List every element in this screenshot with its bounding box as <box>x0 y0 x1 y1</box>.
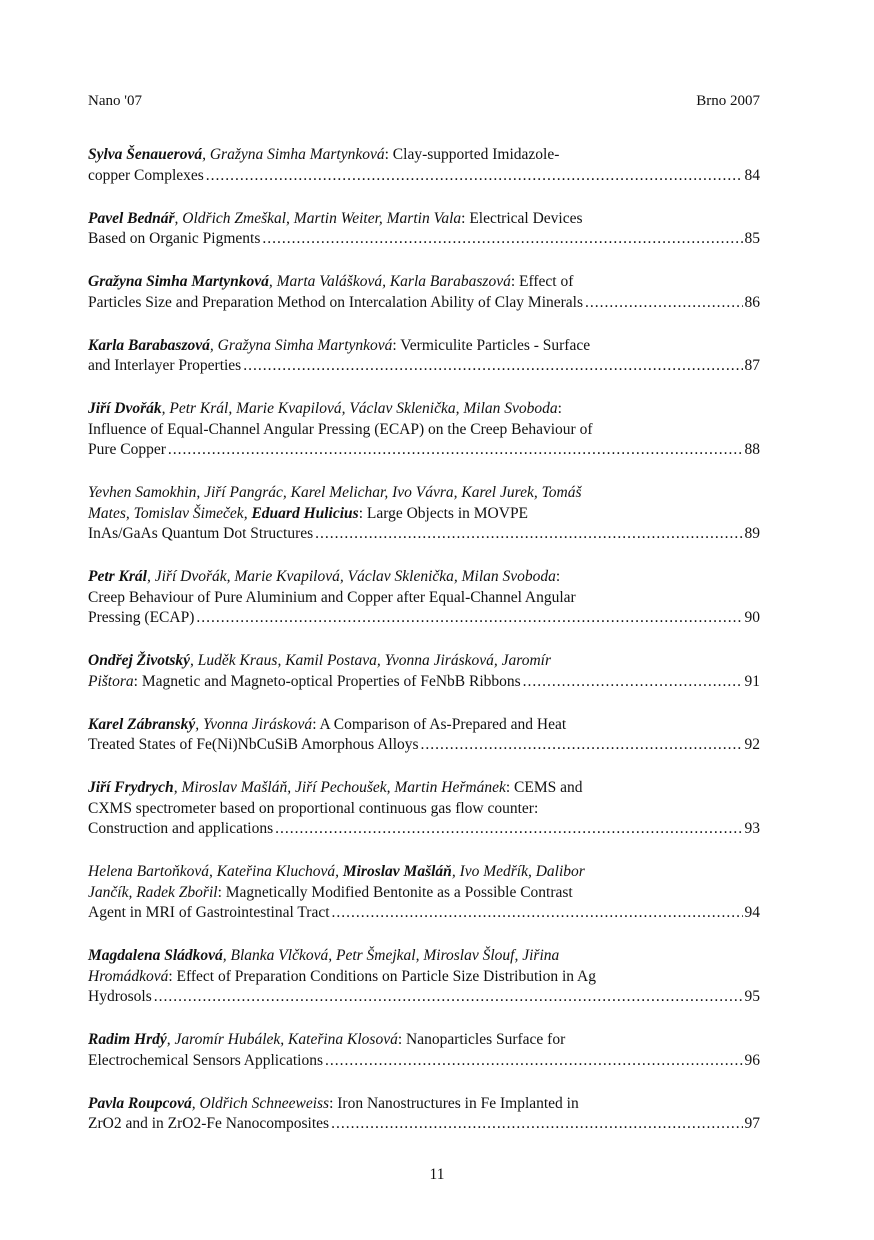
dot-leader <box>325 1051 742 1072</box>
toc-entry-line <box>88 209 760 230</box>
toc-entry-last-line <box>88 735 760 756</box>
co-authors: , Gražyna Simha Martynková <box>209 336 393 354</box>
title-text: : Iron Nanostructures in Fe Implanted in <box>329 1094 579 1112</box>
toc-entry-line <box>88 145 760 166</box>
toc-entry-last-line <box>88 293 760 314</box>
toc-entry-text <box>88 672 521 693</box>
co-authors: Pištora <box>88 672 134 690</box>
title-text: : Large Objects in MOVPE <box>358 504 529 522</box>
presenting-author: Jiří Frydrych <box>88 779 174 796</box>
toc-entry-line <box>88 399 760 420</box>
title-text: and Interlayer Properties <box>88 357 242 374</box>
toc-entry-text <box>88 608 194 629</box>
toc-page-number: 93 <box>744 820 760 837</box>
toc-entry-line <box>88 967 760 988</box>
title-text: Construction and applications <box>88 820 274 837</box>
co-authors: , Ivo Medřík, Dalibor <box>451 863 585 880</box>
presenting-author: Ondřej Životský <box>88 652 191 669</box>
title-text: : Nanoparticles Surface for <box>397 1031 566 1048</box>
toc-page-number: 97 <box>744 1115 760 1132</box>
toc-page-number: 89 <box>744 525 760 542</box>
co-authors: , Blanka Vlčková, Petr Šmejkal, Miroslav Šlouf, Jiřina <box>222 947 560 964</box>
toc-entry <box>88 209 760 250</box>
toc-entry-last-line <box>88 166 760 187</box>
presenting-author: Karel Zábranský <box>88 715 196 733</box>
toc-entry-text <box>88 1114 329 1135</box>
toc-entry-last-line <box>88 440 760 461</box>
title-text: : A Comparison of As-Prepared and Heat <box>312 715 567 733</box>
co-authors: , Yvonna Jirásková <box>195 715 313 733</box>
dot-leader <box>332 903 743 924</box>
title-text: : Effect of Preparation Conditions on Particle Size Distribution in Ag <box>168 967 596 985</box>
toc-page-number: 96 <box>744 1051 760 1069</box>
title-text: CXMS spectrometer based on proportional continuous gas flow counter: <box>88 799 539 817</box>
toc-entry-text <box>88 229 260 250</box>
title-text: Treated States of Fe(Ni)NbCuSiB Amorphous Alloys <box>88 736 419 753</box>
presenting-author: Pavel Bednář <box>88 209 175 227</box>
title-text: Based on Organic Pigments <box>88 230 261 247</box>
toc-entry-text <box>88 524 313 545</box>
co-authors: Helena Bartoňková, Kateřina Kluchová, <box>88 863 343 880</box>
toc-page-number: 95 <box>744 988 760 1005</box>
toc-entry-text <box>88 735 419 756</box>
title-text: Pure Copper <box>88 441 166 458</box>
toc-entry-last-line <box>88 819 760 840</box>
co-authors: Yevhen Samokhin, Jiří Pangrác, Karel Melichar, Ivo Vávra, Karel Jurek, Tomáš <box>88 484 582 501</box>
presenting-author: Pavla Roupcová <box>88 1094 192 1112</box>
toc-page-number: 87 <box>744 357 760 374</box>
title-text: : Magnetic and Magneto-optical Properties of FeNbB Ribbons <box>133 672 521 690</box>
toc-entry-last-line <box>88 903 760 924</box>
presenting-author: Karla Barabaszová <box>88 336 210 354</box>
presenting-author: Magdalena Sládková <box>88 947 223 964</box>
title-text: : CEMS and <box>505 779 583 796</box>
co-authors: , Marta Valášková, Karla Barabaszová <box>268 273 511 290</box>
title-text: ZrO2 and in ZrO2-Fe Nanocomposites <box>88 1115 330 1132</box>
toc-entry-line <box>88 567 760 588</box>
toc-entry-line <box>88 504 760 525</box>
toc-entry-last-line <box>88 672 760 693</box>
toc-entry-text <box>88 987 152 1008</box>
toc-entry-line <box>88 883 760 904</box>
title-text: Particles Size and Preparation Method on Intercalation Ability of Clay Minerals <box>88 293 584 311</box>
toc-entry-text <box>88 356 241 377</box>
toc-page-number: 90 <box>744 609 760 626</box>
co-authors: , Petr Král, Marie Kvapilová, Václav Sklenička, Milan Svoboda <box>161 400 558 417</box>
toc-entry-last-line <box>88 229 760 250</box>
toc-entry-line <box>88 588 760 609</box>
title-text: Electrochemical Sensors Applications <box>88 1051 324 1069</box>
title-text: : Electrical Devices <box>461 209 583 227</box>
toc-entry-last-line <box>88 987 760 1008</box>
toc-entry-line <box>88 1030 760 1051</box>
title-text: Agent in MRI of Gastrointestinal Tract <box>88 904 330 921</box>
co-authors: , Jiří Dvořák, Marie Kvapilová, Václav Sklenička, Milan Svoboda <box>147 568 556 585</box>
toc-entry-line <box>88 862 760 883</box>
page-number: 11 <box>429 1166 445 1183</box>
title-text: : <box>555 568 561 585</box>
header-left-text: Nano '07 <box>88 93 142 109</box>
dot-leader <box>243 356 742 377</box>
toc-entry-last-line <box>88 524 760 545</box>
toc-page-number: 92 <box>744 736 760 753</box>
toc-page-number: 86 <box>744 293 760 311</box>
toc-entry-last-line <box>88 356 760 377</box>
toc-entry <box>88 567 760 629</box>
co-authors: Jančík, Radek Zbořil <box>88 883 218 901</box>
dot-leader <box>262 229 742 250</box>
co-authors: , Miroslav Mašláň, Jiří Pechoušek, Martin Heřmánek <box>173 779 506 796</box>
table-of-contents <box>88 145 760 1157</box>
toc-page-number: 88 <box>744 441 760 458</box>
toc-entry <box>88 399 760 461</box>
title-text: Creep Behaviour of Pure Aluminium and Copper after Equal-Channel Angular <box>88 588 576 606</box>
toc-entry-last-line <box>88 1051 760 1072</box>
toc-page-number: 94 <box>744 904 760 921</box>
presenting-author: Sylva Šenauerová <box>88 146 203 163</box>
dot-leader <box>331 1114 742 1135</box>
toc-entry <box>88 862 760 924</box>
co-authors: , Oldřich Zmeškal, Martin Weiter, Martin Vala <box>174 209 462 227</box>
title-text: : Effect of <box>510 273 574 290</box>
toc-entry-line <box>88 651 760 672</box>
presenting-author: Petr Král <box>88 568 147 585</box>
dot-leader <box>168 440 743 461</box>
co-authors: Hromádková <box>88 967 169 985</box>
presenting-author: Gražyna Simha Martynková <box>88 273 269 290</box>
toc-entry-line <box>88 715 760 736</box>
title-text: : Vermiculite Particles - Surface <box>392 336 591 354</box>
dot-leader <box>154 987 743 1008</box>
co-authors: , Oldřich Schneeweiss <box>191 1094 330 1112</box>
dot-leader <box>206 166 743 187</box>
toc-entry-text <box>88 903 330 924</box>
co-authors: Mates, Tomislav Šimeček, <box>88 504 252 522</box>
presenting-author: Miroslav Mašláň <box>342 863 452 880</box>
co-authors: , Luděk Kraus, Kamil Postava, Yvonna Jirásková, Jaromír <box>190 652 551 669</box>
toc-entry-text <box>88 293 583 314</box>
toc-entry <box>88 272 760 313</box>
toc-entry <box>88 145 760 186</box>
toc-page-number: 91 <box>744 672 760 690</box>
title-text: copper Complexes <box>88 166 204 184</box>
toc-page-number: 84 <box>744 166 760 184</box>
toc-entry <box>88 651 760 692</box>
title-text: InAs/GaAs Quantum Dot Structures <box>88 525 314 542</box>
toc-entry-last-line <box>88 1114 760 1135</box>
toc-entry-line <box>88 946 760 967</box>
toc-entry-line <box>88 272 760 293</box>
toc-entry-line <box>88 1094 760 1115</box>
toc-entry-text <box>88 819 273 840</box>
presenting-author: Eduard Hulicius <box>251 504 359 522</box>
toc-entry-last-line <box>88 608 760 629</box>
toc-page-number: 85 <box>744 230 760 247</box>
title-text: : Clay-supported Imidazole- <box>384 146 560 163</box>
toc-entry-line <box>88 336 760 357</box>
dot-leader <box>523 672 743 693</box>
toc-entry <box>88 778 760 840</box>
toc-entry-line <box>88 483 760 504</box>
title-text: Pressing (ECAP) <box>88 609 195 626</box>
title-text: : <box>557 400 562 417</box>
toc-entry-text <box>88 440 166 461</box>
dot-leader <box>275 819 742 840</box>
toc-entry <box>88 336 760 377</box>
dot-leader <box>585 293 742 314</box>
toc-entry-line <box>88 420 760 441</box>
toc-entry-text <box>88 1051 323 1072</box>
title-text: : Magnetically Modified Bentonite as a Possible Contrast <box>217 883 573 901</box>
toc-entry-text <box>88 166 204 187</box>
presenting-author: Jiří Dvořák <box>88 400 162 417</box>
toc-entry <box>88 1094 760 1135</box>
toc-entry <box>88 715 760 756</box>
dot-leader <box>421 735 743 756</box>
co-authors: , Jaromír Hubálek, Kateřina Klosová <box>166 1031 398 1048</box>
dot-leader <box>196 608 742 629</box>
toc-entry <box>88 483 760 545</box>
toc-entry <box>88 1030 760 1071</box>
title-text: Hydrosols <box>88 988 152 1005</box>
title-text: Influence of Equal-Channel Angular Pressing (ECAP) on the Creep Behaviour of <box>88 420 593 438</box>
presenting-author: Radim Hrdý <box>88 1031 167 1048</box>
co-authors: , Gražyna Simha Martynková <box>202 146 385 163</box>
toc-entry-line <box>88 799 760 820</box>
toc-entry <box>88 946 760 1008</box>
header-right-text: Brno 2007 <box>696 93 760 109</box>
dot-leader <box>315 524 742 545</box>
page-header <box>88 93 760 115</box>
toc-entry-line <box>88 778 760 799</box>
